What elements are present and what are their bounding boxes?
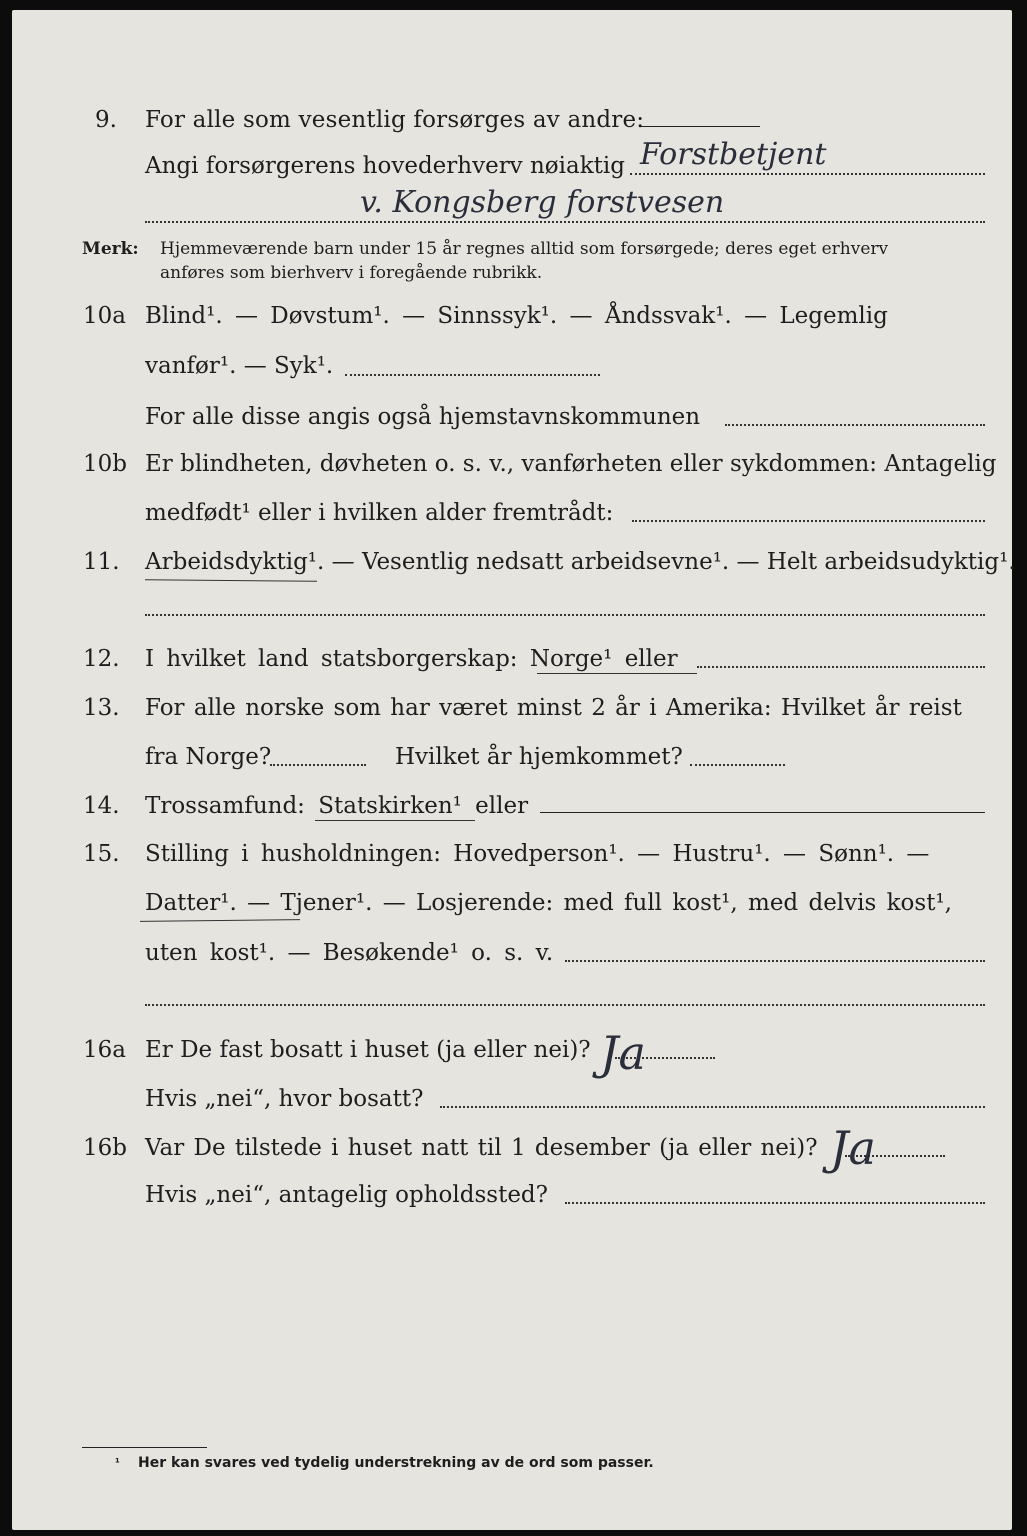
q16b-line1: Var De tilstede i huset natt til 1 desember (ja eller nei)? <box>145 1135 818 1161</box>
q10b-line2-dots <box>632 520 985 522</box>
q10a-line2-dots <box>345 374 600 376</box>
q15-line3: uten kost¹. — Besøkende¹ o. s. v. <box>145 940 554 966</box>
q13-line1: For alle norske som har været minst 2 år i Amerika: Hvilket år reist <box>145 695 962 721</box>
q9-answer-line <box>630 173 985 175</box>
footnote-mark: ¹ <box>115 1456 120 1469</box>
merk-line2: anføres som bierhverv i foregående rubrikk. <box>160 263 543 283</box>
q13-line2b: Hvilket år hjemkommet? <box>395 744 683 770</box>
q16a-handwritten-answer: Ja <box>600 1026 646 1080</box>
q16a-line2: Hvis „nei“, hvor bosatt? <box>145 1086 424 1112</box>
q16b-handwritten-answer: Ja <box>830 1121 876 1175</box>
q9-line1-rule <box>640 126 760 127</box>
q10a-number: 10a <box>83 303 126 329</box>
q12-line1: I hvilket land statsborgerskap: Norge¹ eller <box>145 646 678 672</box>
q10b-line1: Er blindheten, døvheten o. s. v., vanførheten eller sykdommen: Antagelig <box>145 451 997 477</box>
q15-number: 15. <box>83 841 120 867</box>
q10b-line2: medfødt¹ eller i hvilken alder fremtrådt: <box>145 500 614 526</box>
q10a-line3: For alle disse angis også hjemstavnskommunen <box>145 404 701 430</box>
q9-line2: Angi forsørgerens hovederhverv nøiaktig <box>145 153 625 179</box>
q16b-line2-dots <box>565 1202 985 1204</box>
q10b-number: 10b <box>83 451 127 477</box>
footnote-rule <box>82 1447 207 1448</box>
q9-handwritten-answer2: v. Kongsberg forstvesen <box>360 185 725 220</box>
q9-answer2-line <box>145 221 985 223</box>
q9-number: 9. <box>95 107 117 133</box>
q12-number: 12. <box>83 646 120 672</box>
q15-line1: Stilling i husholdningen: Hovedperson¹. — Hustru¹. — Sønn¹. — <box>145 841 930 867</box>
merk-line1: Hjemmeværende barn under 15 år regnes alltid som forsørgede; deres eget erhverv <box>160 239 889 259</box>
q12-underline-norge <box>537 673 697 674</box>
q9-handwritten-answer1: Forstbetjent <box>640 137 827 172</box>
q16a-line2-dots <box>440 1106 985 1108</box>
q10a-line1: Blind¹. — Døvstum¹. — Sinnssyk¹. — Åndssvak¹. — Legemlig <box>145 303 888 329</box>
q15-answer-line <box>145 1004 985 1006</box>
q10a-line2: vanfør¹. — Syk¹. <box>145 353 334 379</box>
q13-line2a: fra Norge? <box>145 744 272 770</box>
q16a-line1: Er De fast bosatt i huset (ja eller nei)? <box>145 1037 591 1063</box>
q13-reist-dots <box>270 764 366 766</box>
q12-line-dots <box>697 666 985 668</box>
q9-line1: For alle som vesentlig forsørges av andre: <box>145 107 645 133</box>
q14-underline-statskirken <box>315 820 475 821</box>
q11-number: 11. <box>83 549 120 575</box>
q13-number: 13. <box>83 695 120 721</box>
q11-answer-line <box>145 614 985 616</box>
census-form-page <box>12 10 1012 1530</box>
q14-line-rule <box>540 812 985 813</box>
q15-line3-dots <box>565 960 985 962</box>
q15-line2: Datter¹. — Tjener¹. — Losjerende: med full kost¹, med delvis kost¹, <box>145 890 952 916</box>
q14-number: 14. <box>83 793 120 819</box>
merk-label: Merk: <box>82 239 139 259</box>
q14-line1: Trossamfund: Statskirken¹ eller <box>145 793 529 819</box>
q10a-line3-dots <box>725 424 985 426</box>
q16a-number: 16a <box>83 1037 126 1063</box>
q11-line1: Arbeidsdyktig¹. — Vesentlig nedsatt arbeidsevne¹. — Helt arbeidsudyktig¹. <box>145 549 1016 575</box>
q16b-number: 16b <box>83 1135 127 1161</box>
footnote-text: Her kan svares ved tydelig understrekning av de ord som passer. <box>138 1455 654 1471</box>
q16b-line2: Hvis „nei“, antagelig opholdssted? <box>145 1182 548 1208</box>
q13-hjemkommet-dots <box>690 764 785 766</box>
